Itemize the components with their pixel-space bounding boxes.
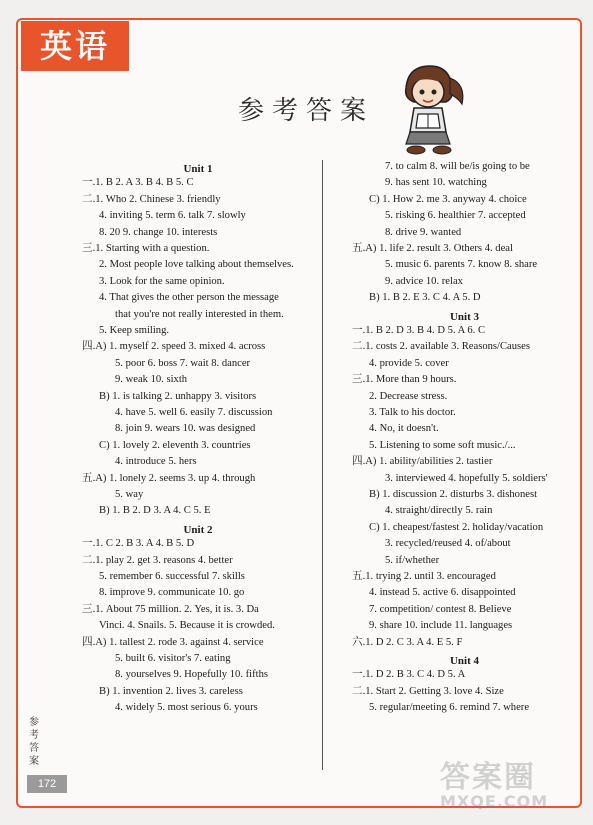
page-title: 参考答案 bbox=[238, 96, 375, 126]
answer-line: that you're not really interested in them. bbox=[115, 308, 284, 320]
answer-line: 三.1. About 75 million. 2. Yes, it is. 3. Da bbox=[82, 603, 259, 615]
answer-line: 9. has sent 10. watching bbox=[385, 177, 487, 189]
answer-line: 四.A) 1. myself 2. speed 3. mixed 4. across bbox=[82, 341, 266, 353]
watermark-text: 答案圈 bbox=[440, 760, 536, 795]
answer-line: 5. way bbox=[115, 489, 144, 500]
unit-heading: Unit 4 bbox=[449, 655, 480, 667]
answer-line: 二.1. Start 2. Getting 3. love 4. Size bbox=[352, 685, 504, 697]
answer-line: 5. music 6. parents 7. know 8. share bbox=[385, 259, 538, 271]
answer-line: 六.1. D 2. C 3. A 4. E 5. F bbox=[352, 636, 463, 648]
answer-line: C) 1. cheapest/fastest 2. holiday/vacation bbox=[369, 521, 544, 533]
answer-line: 3. interviewed 4. hopefully 5. soldiers' bbox=[385, 472, 548, 484]
watermark-url: MXQE.COM bbox=[440, 792, 549, 811]
answer-line: 4. have 5. well 6. easily 7. discussion bbox=[115, 407, 273, 418]
answer-line: 四.A) 1. tallest 2. rode 3. against 4. service bbox=[82, 636, 264, 648]
answer-line: Vinci. 4. Snails. 5. Because it is crowded. bbox=[99, 620, 275, 632]
watermark-logo bbox=[440, 752, 548, 811]
answer-line: 五.1. trying 2. until 3. encouraged bbox=[352, 571, 496, 582]
cartoon-girl-reading-icon bbox=[388, 58, 468, 158]
answer-line: 4. widely 5. most serious 6. yours bbox=[115, 702, 258, 714]
answer-line: 9. advice 10. relax bbox=[385, 275, 463, 287]
answer-line: 三.1. Starting with a question. bbox=[82, 243, 210, 254]
answer-line: B) 1. B 2. D 3. A 4. C 5. E bbox=[99, 505, 211, 517]
answer-line: 一.1. C 2. B 3. A 4. B 5. D bbox=[82, 538, 195, 550]
side-label: 参考答案 bbox=[29, 717, 39, 767]
answer-line: C) 1. lovely 2. eleventh 3. countries bbox=[99, 439, 251, 451]
answer-line: 4. No, it doesn't. bbox=[369, 423, 439, 435]
answer-line: 2. Decrease stress. bbox=[369, 390, 448, 402]
subject-badge: 英语 bbox=[21, 21, 129, 71]
answer-line: 5. risking 6. healthier 7. accepted bbox=[385, 210, 526, 222]
answer-line: 一.1. B 2. A 3. B 4. B 5. C bbox=[82, 177, 194, 189]
answer-line: 9. share 10. include 11. languages bbox=[369, 620, 513, 632]
answer-line: 8. yourselves 9. Hopefully 10. fifths bbox=[115, 669, 268, 681]
answer-line: 4. instead 5. active 6. disappointed bbox=[369, 587, 516, 599]
answer-line: B) 1. B 2. E 3. C 4. A 5. D bbox=[369, 292, 481, 304]
answer-line: 三.1. More than 9 hours. bbox=[352, 374, 457, 386]
page-number: 172 bbox=[27, 775, 67, 793]
answer-line: 8. drive 9. wanted bbox=[385, 226, 462, 238]
answer-line: 7. to calm 8. will be/is going to be bbox=[385, 161, 530, 172]
answer-line: 8. improve 9. communicate 10. go bbox=[99, 587, 245, 599]
answer-line: 5. Listening to some soft music./... bbox=[369, 439, 516, 451]
answer-line: 五.A) 1. lonely 2. seems 3. up 4. through bbox=[82, 472, 256, 484]
column-divider bbox=[322, 160, 323, 770]
answer-line: 5. Keep smiling. bbox=[99, 325, 170, 336]
answer-line: 4. inviting 5. term 6. talk 7. slowly bbox=[99, 210, 246, 222]
answer-line: 4. introduce 5. hers bbox=[115, 456, 197, 468]
answer-line: 二.1. Who 2. Chinese 3. friendly bbox=[82, 193, 221, 205]
answer-line: 8. 20 9. change 10. interests bbox=[99, 226, 218, 238]
answer-line: 3. Look for the same opinion. bbox=[99, 275, 225, 287]
answer-line: 四.A) 1. ability/abilities 2. tastier bbox=[352, 456, 493, 468]
unit-heading: Unit 2 bbox=[183, 523, 213, 536]
answer-line: 8. join 9. wears 10. was designed bbox=[115, 423, 256, 435]
answer-line: 4. provide 5. cover bbox=[369, 357, 449, 369]
answer-line: B) 1. invention 2. lives 3. careless bbox=[99, 685, 243, 697]
answer-line: B) 1. discussion 2. disturbs 3. dishonest bbox=[369, 489, 538, 500]
answer-line: 5. remember 6. successful 7. skills bbox=[99, 571, 245, 582]
unit-heading: Unit 1 bbox=[183, 163, 213, 175]
answer-line: C) 1. How 2. me 3. anyway 4. choice bbox=[369, 193, 527, 205]
answer-line: 二.1. play 2. get 3. reasons 4. better bbox=[82, 554, 233, 566]
answer-line: 7. competition/ contest 8. Believe bbox=[369, 603, 512, 615]
answer-line: 一.1. B 2. D 3. B 4. D 5. A 6. C bbox=[352, 325, 486, 336]
answer-line: 2. Most people love talking about themselves. bbox=[99, 259, 294, 271]
answer-line: 5. regular/meeting 6. remind 7. where bbox=[369, 702, 530, 714]
answer-line: 5. poor 6. boss 7. wait 8. dancer bbox=[115, 357, 251, 369]
answer-line: 9. weak 10. sixth bbox=[115, 374, 188, 386]
answer-line: 一.1. D 2. B 3. C 4. D 5. A bbox=[352, 669, 466, 681]
unit-heading: Unit 3 bbox=[449, 310, 480, 323]
answer-line: 4. straight/directly 5. rain bbox=[385, 505, 493, 517]
answer-line: 5. built 6. visitor's 7. eating bbox=[115, 653, 231, 664]
answer-line: B) 1. is talking 2. unhappy 3. visitors bbox=[99, 390, 257, 402]
answer-line: 4. That gives the other person the message bbox=[99, 292, 279, 304]
answer-line: 二.1. costs 2. available 3. Reasons/Causes bbox=[352, 341, 531, 353]
answer-line: 3. recycled/reused 4. of/about bbox=[385, 538, 511, 550]
answer-line: 5. if/whether bbox=[385, 554, 440, 566]
answer-line: 五.A) 1. life 2. result 3. Others 4. deal bbox=[352, 243, 513, 254]
answer-line: 3. Talk to his doctor. bbox=[369, 407, 456, 418]
